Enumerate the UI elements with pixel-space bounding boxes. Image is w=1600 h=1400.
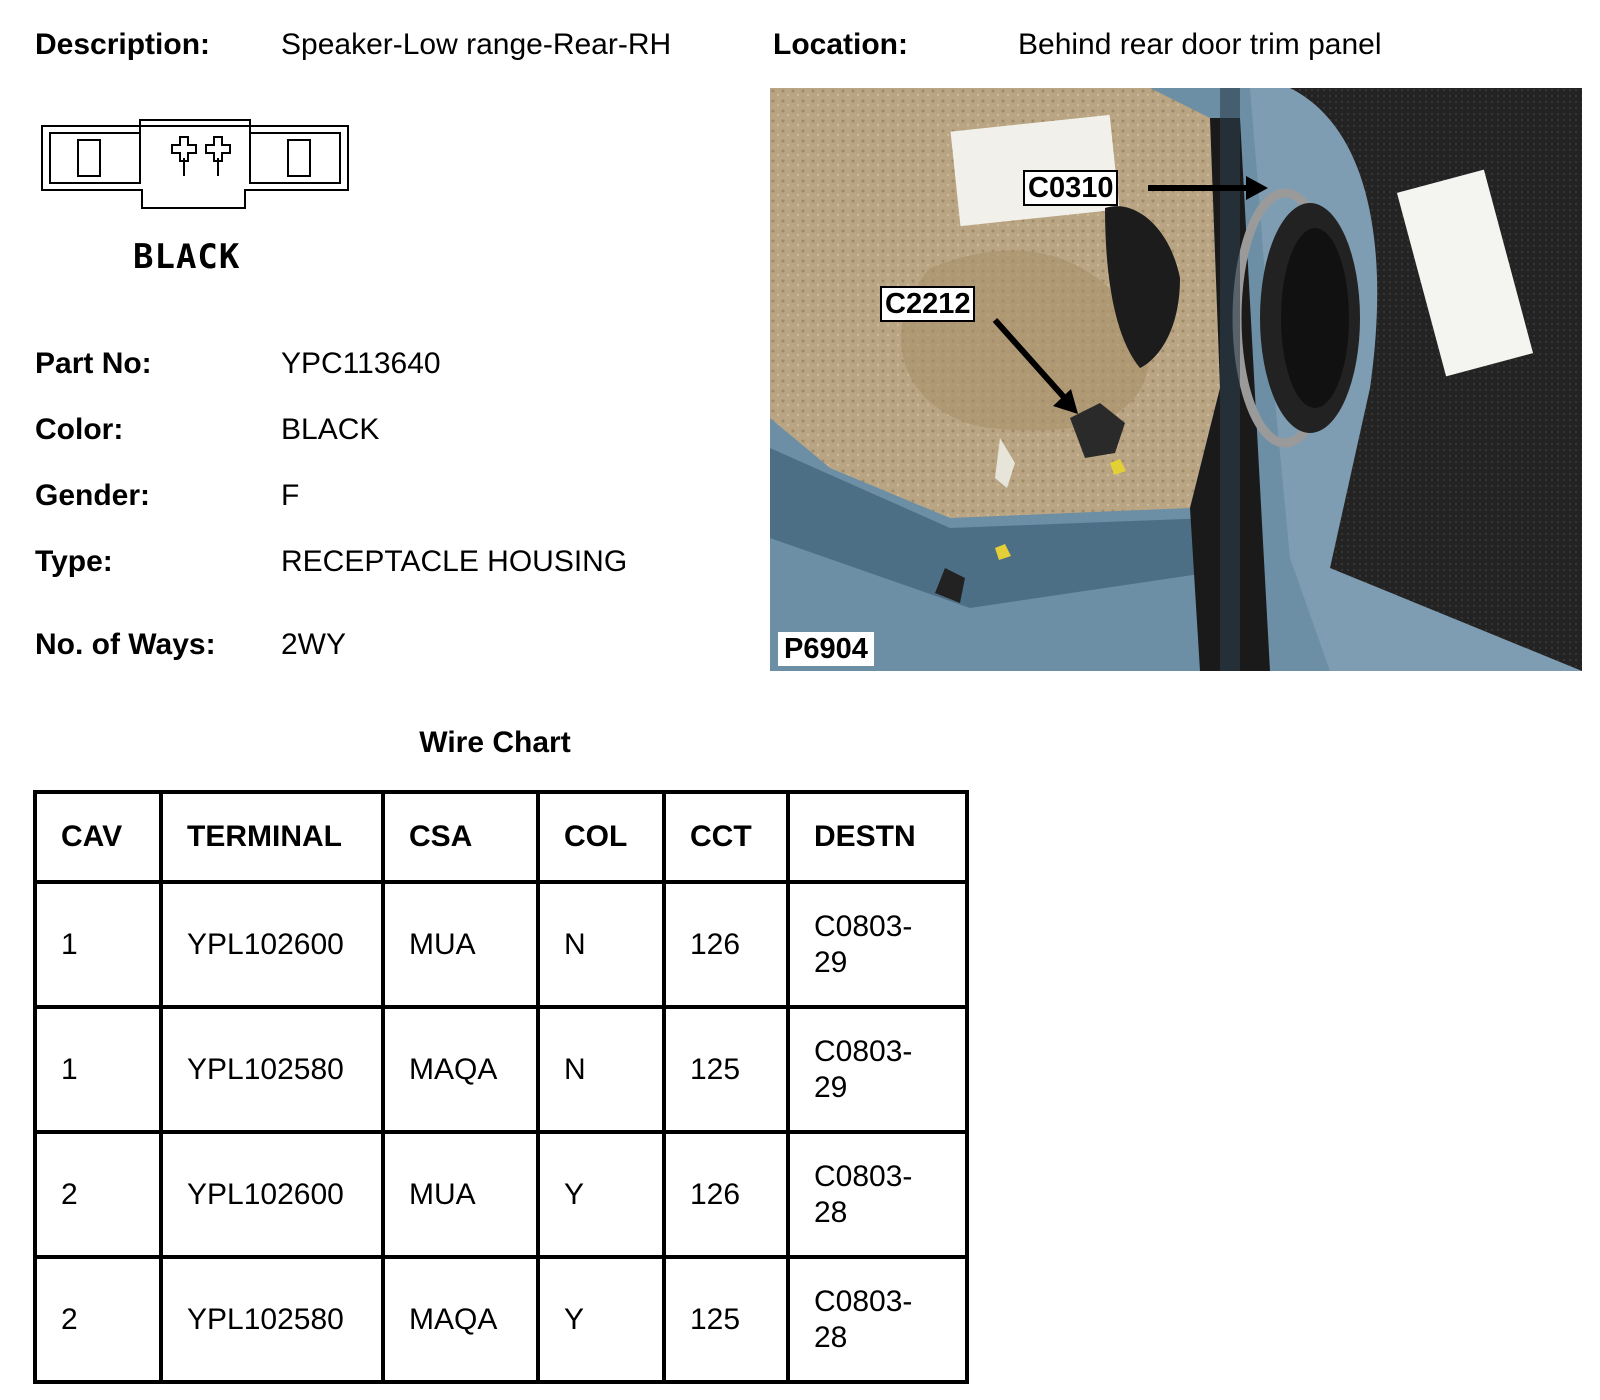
connector-outline [42, 126, 348, 208]
connector-face-diagram [40, 118, 355, 218]
cell-destn: C0803- 28 [788, 1132, 967, 1257]
cell-csa: MAQA [383, 1257, 538, 1382]
cell-terminal: YPL102600 [161, 1132, 383, 1257]
cell-cav: 1 [35, 1007, 161, 1132]
wire-chart-title: Wire Chart [419, 726, 571, 759]
table-row [35, 1132, 967, 1257]
photo-reference-number: P6904 [778, 632, 874, 666]
cell-terminal: YPL102600 [161, 882, 383, 1007]
cell-cav: 2 [35, 1257, 161, 1382]
cell-col: N [538, 1007, 664, 1132]
color-value: BLACK [281, 413, 380, 446]
part-no-value: YPC113640 [281, 347, 441, 380]
description-value: Speaker-Low range-Rear-RH [281, 28, 672, 61]
column-header-cct: CCT [664, 792, 788, 882]
cell-cct: 125 [664, 1007, 788, 1132]
part-no-label: Part No: [35, 347, 152, 380]
cell-csa: MAQA [383, 1007, 538, 1132]
cell-cav: 2 [35, 1132, 161, 1257]
cell-col: N [538, 882, 664, 1007]
callout-c2212: C2212 [880, 286, 975, 322]
wire-chart-table [33, 790, 969, 1384]
cell-col: Y [538, 1132, 664, 1257]
cell-destn: C0803- 29 [788, 882, 967, 1007]
cell-cct: 125 [664, 1257, 788, 1382]
cell-destn: C0803- 29 [788, 1007, 967, 1132]
column-header-terminal: TERMINAL [161, 792, 383, 882]
type-value: RECEPTACLE HOUSING [281, 545, 628, 578]
table-row [35, 1007, 967, 1132]
cell-csa: MUA [383, 882, 538, 1007]
gender-value: F [281, 479, 300, 512]
callout-c0310: C0310 [1023, 170, 1118, 206]
cavity-2 [206, 137, 230, 161]
cell-col: Y [538, 1257, 664, 1382]
cell-cct: 126 [664, 882, 788, 1007]
cell-cct: 126 [664, 1132, 788, 1257]
table-row [35, 1257, 967, 1382]
color-label: Color: [35, 413, 124, 446]
location-photo [770, 88, 1582, 671]
column-header-destn: DESTN [788, 792, 967, 882]
ways-label: No. of Ways: [35, 628, 216, 661]
table-header-row [35, 792, 967, 882]
cell-cav: 1 [35, 882, 161, 1007]
ways-value: 2WY [281, 628, 347, 661]
cell-terminal: YPL102580 [161, 1007, 383, 1132]
column-header-csa: CSA [383, 792, 538, 882]
description-label: Description: [35, 28, 211, 61]
cell-csa: MUA [383, 1132, 538, 1257]
connector-color-label: BLACK [133, 237, 241, 277]
cell-destn: C0803- 28 [788, 1257, 967, 1382]
gender-label: Gender: [35, 479, 151, 512]
cavity-1 [172, 137, 196, 161]
column-header-col: COL [538, 792, 664, 882]
location-label: Location: [773, 28, 908, 61]
column-header-cav: CAV [35, 792, 161, 882]
location-value: Behind rear door trim panel [1018, 28, 1382, 61]
cell-terminal: YPL102580 [161, 1257, 383, 1382]
table-row [35, 882, 967, 1007]
type-label: Type: [35, 545, 113, 578]
